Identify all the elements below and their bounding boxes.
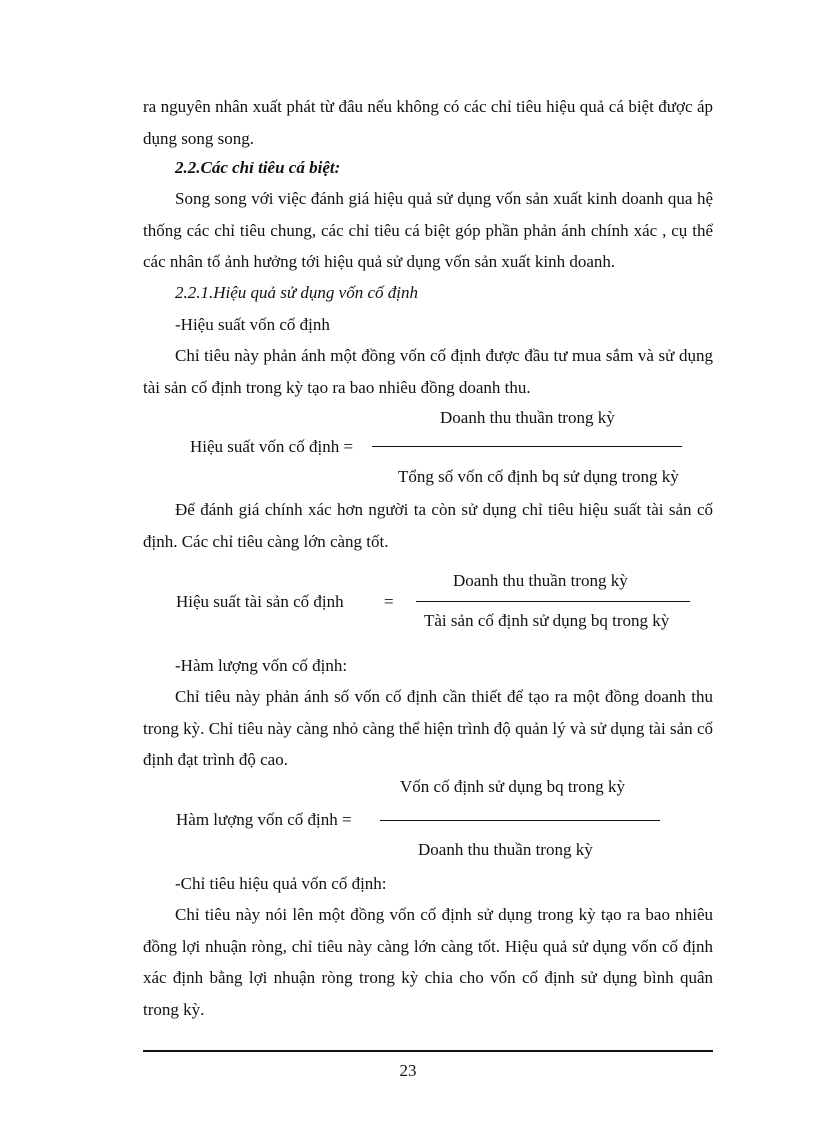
formula-1-denominator: Tổng số vốn cố định bq sử dụng trong kỳ bbox=[398, 467, 679, 486]
formula-1-label: Hiệu suất vốn cố định = bbox=[190, 437, 354, 456]
paragraph-content-desc: Chỉ tiêu này phản ánh số vốn cố định cần thiết để tạo ra một đồng doanh thu trong kỳ. Chỉ tiêu này càng nhỏ càng thể hiện trình độ quản lý và sử dụng tài sản cố định đạt trình độ cao. bbox=[143, 687, 713, 769]
page-number: 23 bbox=[399, 1061, 417, 1080]
formula-3-numerator: Vốn cố định sử dụng bq trong kỳ bbox=[400, 777, 626, 796]
footer-divider bbox=[143, 1050, 713, 1052]
paragraph-profit-desc: Chỉ tiêu này nói lên một đồng vốn cố định sử dụng trong kỳ tạo ra bao nhiêu đồng lợi nhuận ròng, chỉ tiêu này càng lớn càng tốt. Hiệu quả sử dụng vốn cố định xác định bằng lợi nhuận ròng trong kỳ chia cho vốn cố định sử dụng bình quân trong kỳ. bbox=[143, 905, 713, 1019]
paragraph-section-intro: Song song với việc đánh giá hiệu quả sử dụng vốn sản xuất kinh doanh qua hệ thống các chỉ tiêu chung, các chỉ tiêu cá biệt góp phần phản ánh chính xác , cụ thể các nhân tố ảnh hưởng tới hiệu quả sử dụng vốn sản xuất kinh doanh. bbox=[143, 189, 713, 271]
item-fixed-capital-content: -Hàm lượng vốn cố định: bbox=[175, 656, 348, 675]
paragraph-asset-efficiency-desc: Để đánh giá chính xác hơn người ta còn sử dụng chỉ tiêu hiệu suất tài sản cố định. Các chỉ tiêu càng lớn càng tốt. bbox=[143, 500, 713, 551]
formula-2-label: Hiệu suất tài sản cố định bbox=[176, 592, 344, 611]
paragraph-fixed-efficiency-desc: Chỉ tiêu này phản ánh một đồng vốn cố định được đầu tư mua sắm và sử dụng tài sản cố định trong kỳ tạo ra bao nhiêu đồng doanh thu. bbox=[143, 346, 713, 397]
formula-1-fraction-bar bbox=[372, 446, 682, 447]
heading-section-2-2: 2.2.Các chỉ tiêu cá biệt: bbox=[175, 158, 341, 177]
formula-3-denominator: Doanh thu thuần trong kỳ bbox=[418, 840, 593, 859]
formula-2-denominator: Tài sản cố định sử dụng bq trong kỳ bbox=[424, 611, 670, 630]
formula-3-fraction-bar bbox=[380, 820, 660, 821]
formula-3-label: Hàm lượng vốn cố định = bbox=[176, 810, 352, 829]
item-fixed-capital-profit: -Chỉ tiêu hiệu quả vốn cố định: bbox=[175, 874, 387, 893]
formula-2-fraction-bar bbox=[416, 601, 690, 602]
formula-2-equals: = bbox=[384, 592, 394, 611]
paragraph-intro-continuation: ra nguyên nhân xuất phát từ đâu nếu không có các chỉ tiêu hiệu quả cá biệt được áp dụng song song. bbox=[143, 97, 713, 148]
formula-2-numerator: Doanh thu thuần trong kỳ bbox=[453, 571, 628, 590]
formula-1-numerator: Doanh thu thuần trong kỳ bbox=[440, 408, 615, 427]
heading-section-2-2-1: 2.2.1.Hiệu quả sử dụng vốn cố định bbox=[175, 283, 418, 302]
item-fixed-capital-efficiency: -Hiệu suất vốn cố định bbox=[175, 315, 330, 334]
